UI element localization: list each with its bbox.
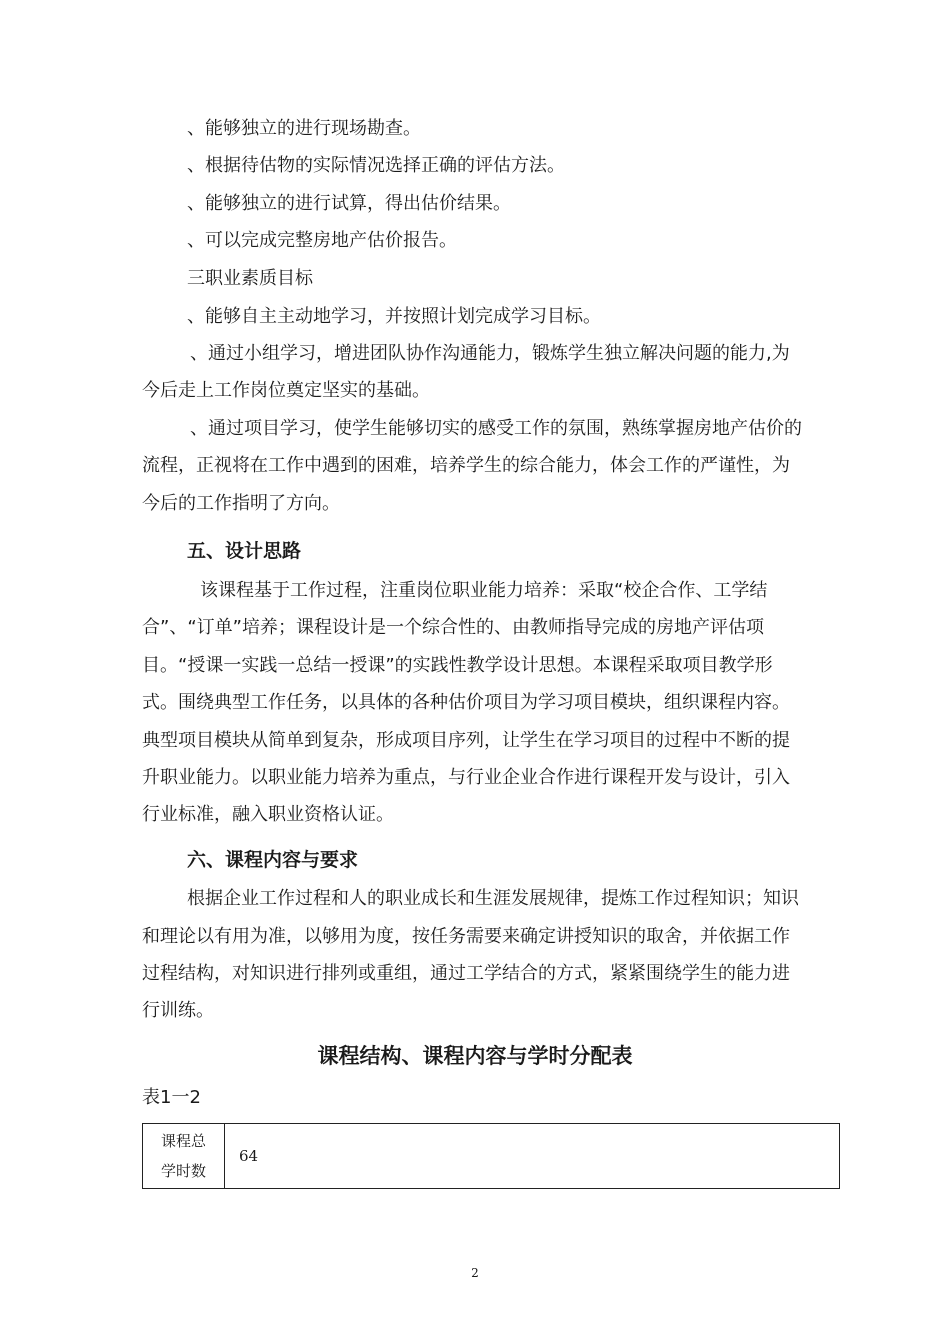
section-5-line-1: 该课程基于工作过程，注重岗位职业能力培养：采取“校企合作、工学结	[200, 580, 768, 601]
section-5-line-4: 式。围绕典型工作任务，以具体的各种估价项目为学习项目模块，组织课程内容。	[142, 692, 790, 713]
table-title: 课程结构、课程内容与学时分配表	[317, 1044, 633, 1068]
page-number: 2	[471, 1266, 479, 1280]
section-5-line-5: 典型项目模块从简单到复杂，形成项目序列，让学生在学习项目的过程中不断的提	[142, 730, 790, 751]
quality-item-3-line-3: 今后的工作指明了方向。	[142, 493, 340, 514]
quality-item-3-line-2: 流程，正视将在工作中遇到的困难，培养学生的综合能力，体会工作的严谨性，为	[142, 455, 790, 476]
skill-item-2: 、根据待估物的实际情况选择正确的评估方法。	[187, 155, 565, 176]
section-5-line-6: 升职业能力。以职业能力培养为重点，与行业企业合作进行课程开发与设计，引入	[142, 767, 790, 788]
section-5-line-2: 合”、“订单”培养；课程设计是一个综合性的、由教师指导完成的房地产评估项	[142, 617, 764, 638]
table-label-line-1: 课程总	[160, 1132, 206, 1150]
quality-item-2-line-2: 今后走上工作岗位奠定坚实的基础。	[142, 380, 430, 401]
table-label-cell	[143, 1124, 225, 1188]
section-6-heading: 六、课程内容与要求	[187, 849, 359, 871]
section-6-line-1: 根据企业工作过程和人的职业成长和生涯发展规律，提炼工作过程知识；知识	[187, 888, 799, 909]
skill-item-4: 、可以完成完整房地产估价报告。	[187, 230, 457, 251]
skill-item-1: 、能够独立的进行现场勘查。	[187, 118, 421, 139]
section-6-line-3: 过程结构，对知识进行排列或重组，通过工学结合的方式，紧紧围绕学生的能力进	[142, 963, 790, 984]
table-label-line-2: 学时数	[160, 1162, 206, 1180]
table-number: 表1一2	[142, 1087, 201, 1108]
quality-item-1: 、能够自主主动地学习，并按照计划完成学习目标。	[187, 306, 601, 327]
quality-item-3-line-1: 、通过项目学习，使学生能够切实的感受工作的氛围，熟练掌握房地产估价的	[190, 418, 802, 439]
skill-item-3: 、能够独立的进行试算，得出估价结果。	[187, 193, 511, 214]
course-hours-table	[142, 1123, 840, 1189]
quality-heading: 三职业素质目标	[187, 268, 313, 289]
section-5-heading: 五、设计思路	[187, 540, 302, 562]
section-5-line-3: 目。“授课一实践一总结一授课”的实践性教学设计思想。本课程采取项目教学形	[142, 655, 773, 676]
quality-item-2-line-1: 、通过小组学习，增进团队协作沟通能力，锻炼学生独立解决问题的能力,为	[190, 343, 790, 364]
section-6-line-2: 和理论以有用为准，以够用为度，按任务需要来确定讲授知识的取舍，并依据工作	[142, 926, 790, 947]
section-5-line-7: 行业标准，融入职业资格认证。	[142, 804, 394, 825]
table-value-cell: 64	[239, 1147, 259, 1165]
section-6-line-4: 行训练。	[142, 1000, 214, 1021]
